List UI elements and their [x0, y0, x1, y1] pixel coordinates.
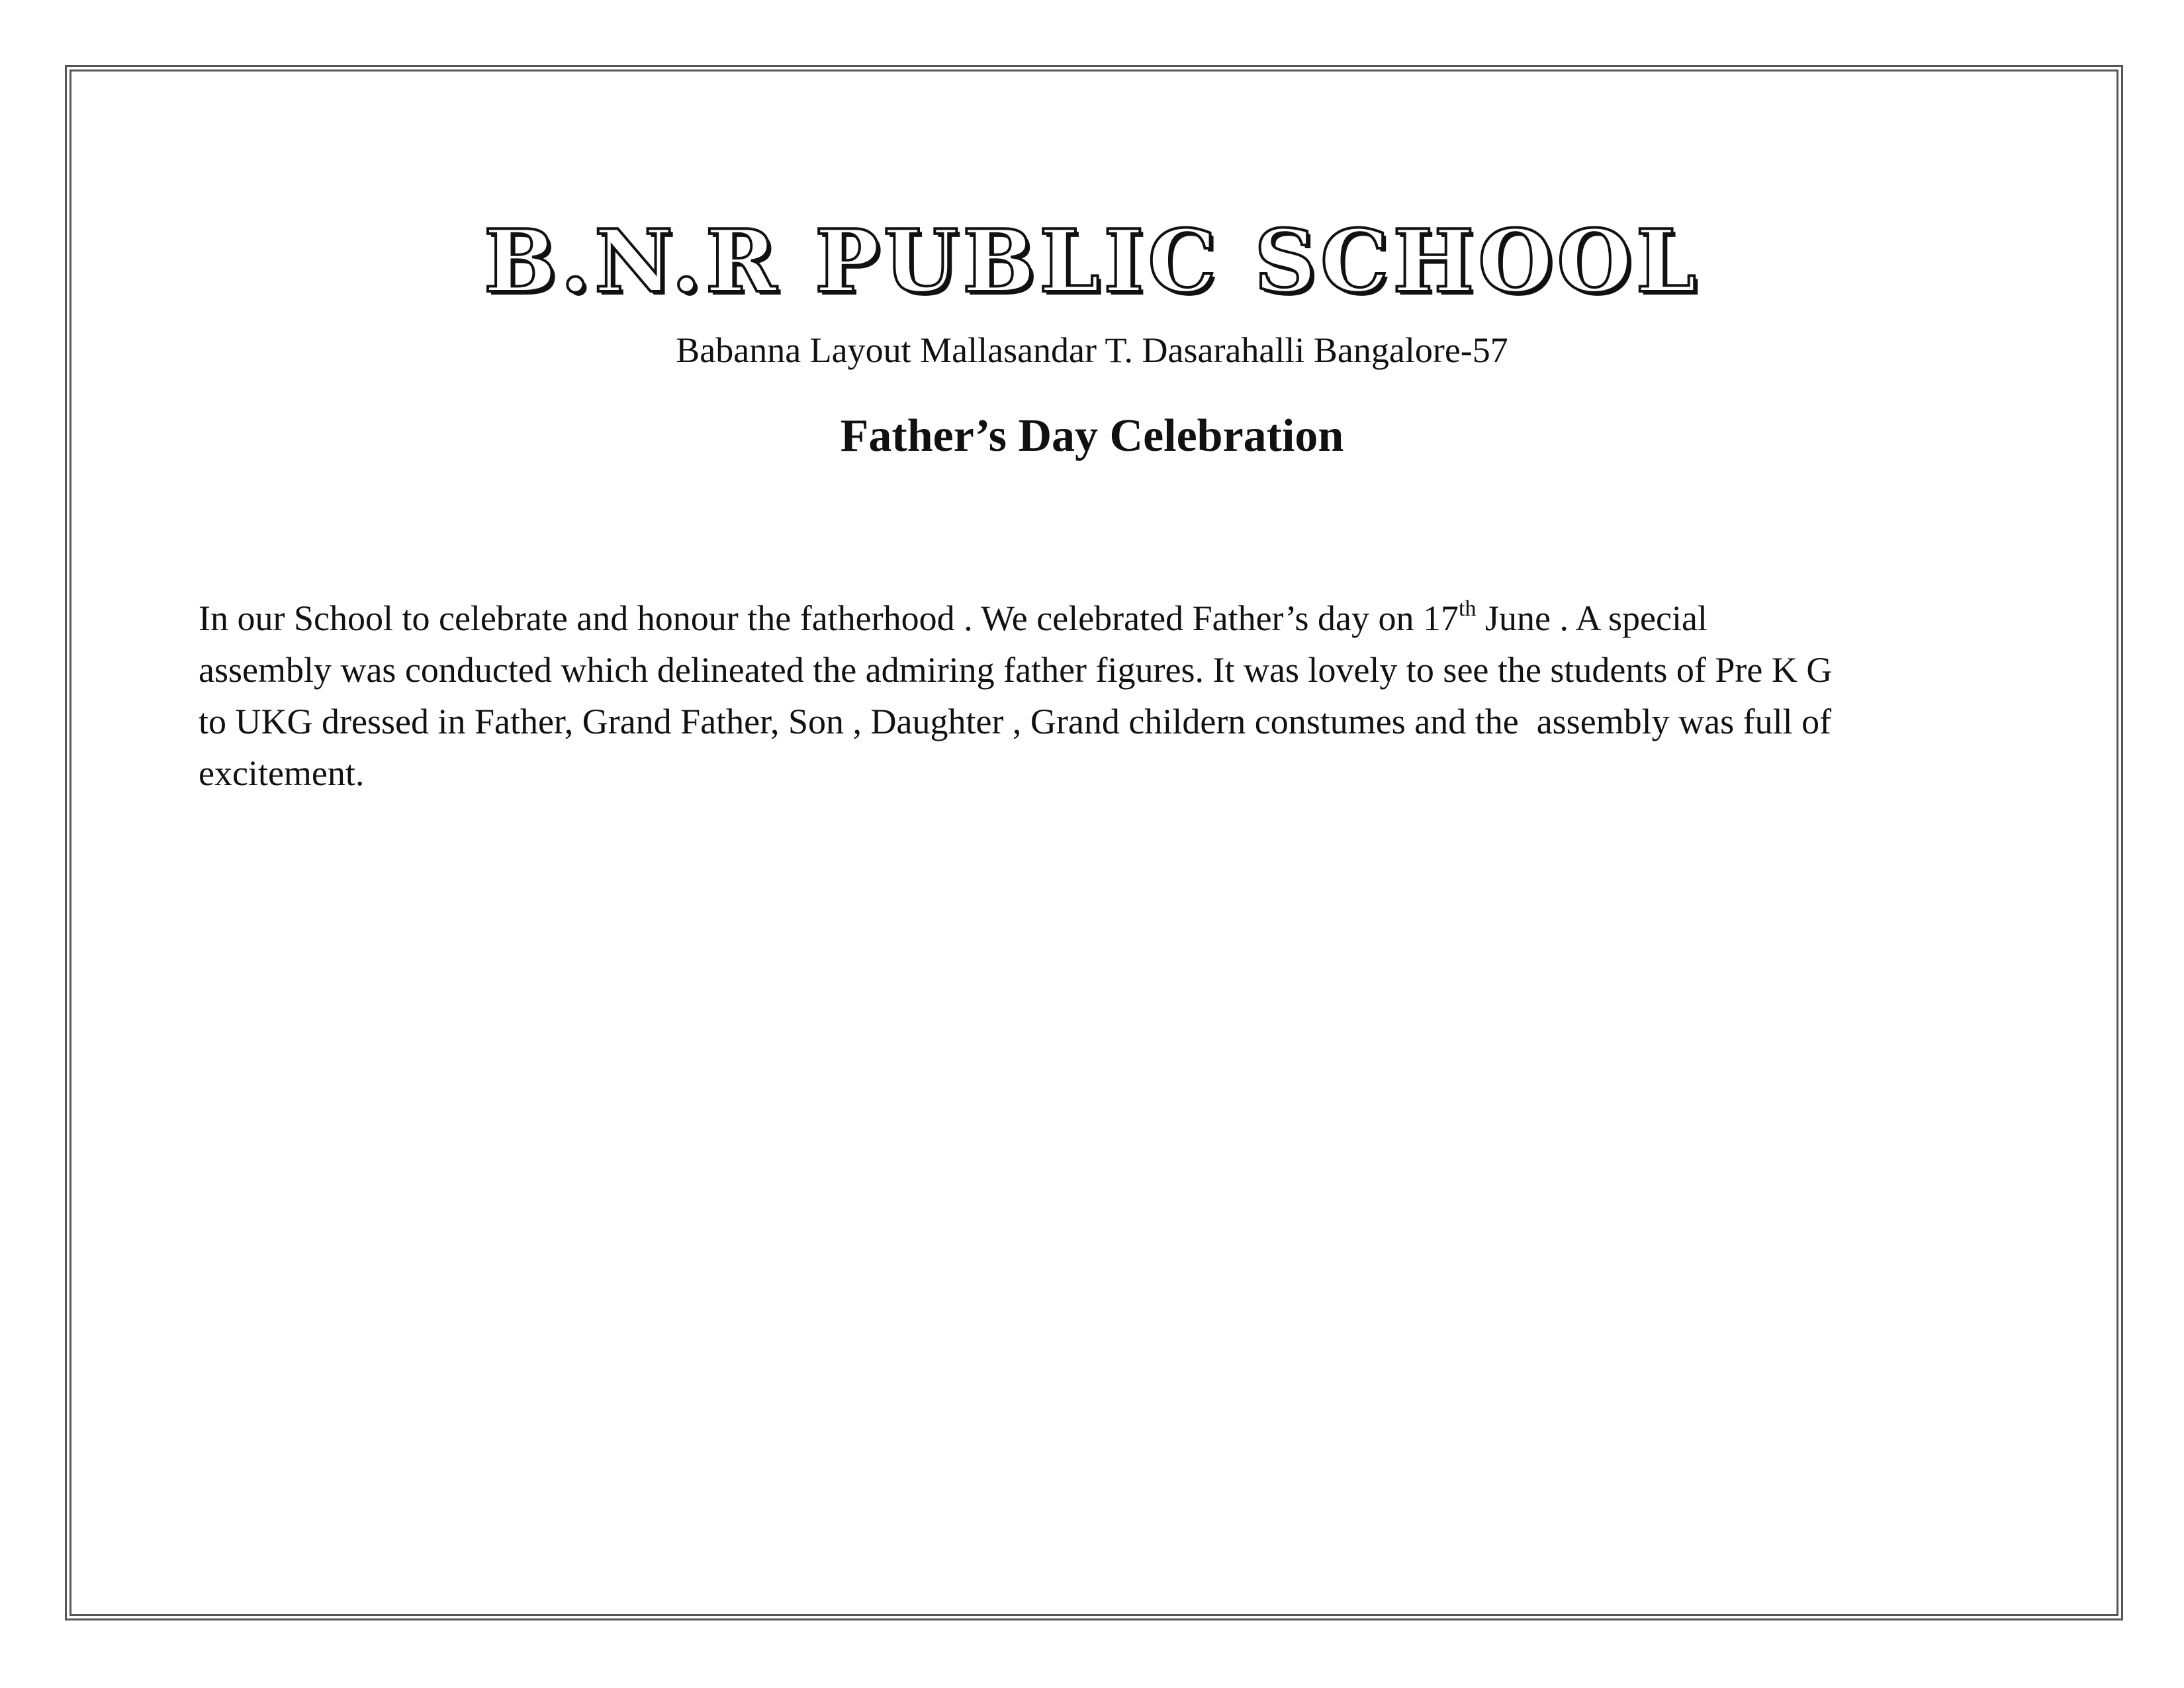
school-name-heading: B.N.R PUBLIC SCHOOL	[483, 211, 1701, 312]
body-line-1-text: In our School to celebrate and honour the fatherhood . We celebrated Father’s day on 17	[199, 598, 1459, 638]
school-address: Babanna Layout Mallasandar T. Dasarahalli Bangalore-57	[676, 330, 1508, 370]
body-line-4: excitement.	[199, 753, 365, 793]
body-line-1	[199, 592, 1999, 644]
body-line-2: assembly was conducted which delineated the admiring father figures. It was lovely to see the students of Pre K G	[199, 650, 1833, 690]
body-paragraph	[199, 592, 1999, 799]
date-ordinal-suffix: th	[1459, 596, 1477, 621]
body-line-1-end: June . A special	[1476, 598, 1707, 638]
body-line-3: to UKG dressed in Father, Grand Father, Son , Daughter , Grand childern constumes and the assembly was full of	[199, 702, 1832, 741]
document-title: Father’s Day Celebration	[840, 410, 1344, 461]
